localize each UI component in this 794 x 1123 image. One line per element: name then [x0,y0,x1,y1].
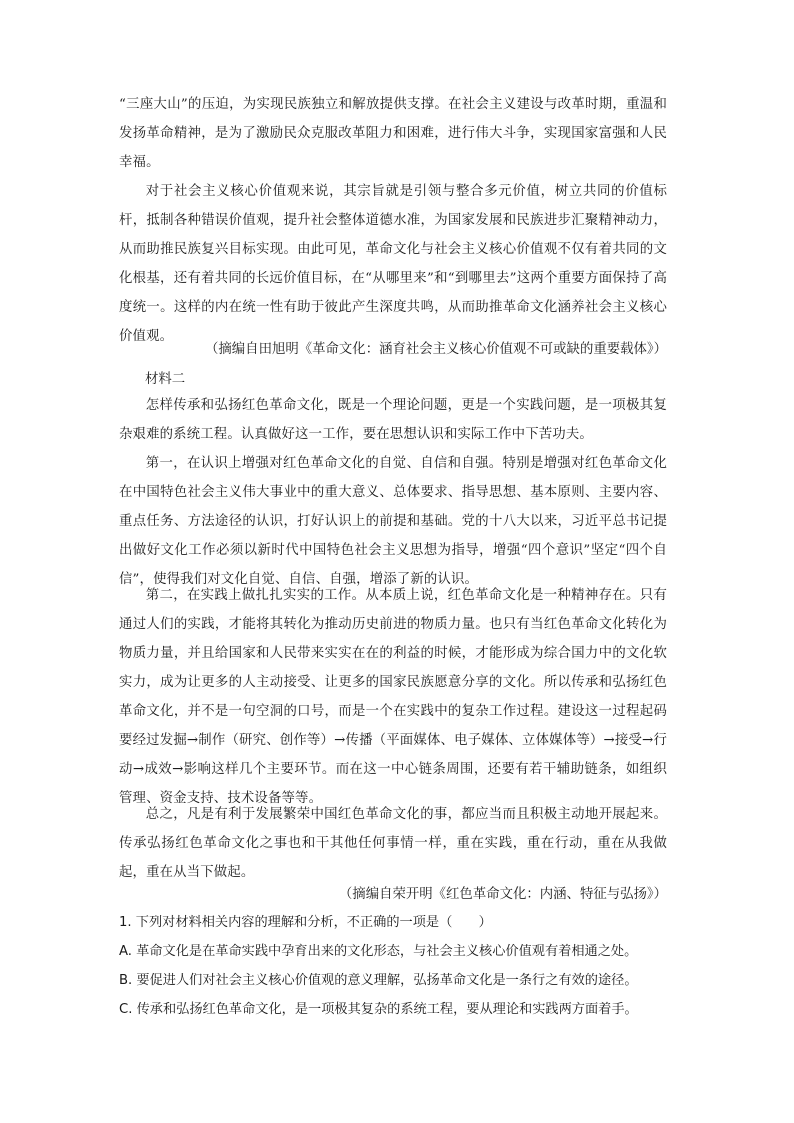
material-two-paragraph-3: 第二，在实践上做扎扎实实的工作。从本质上说，红色革命文化是一种精神存在。只有通过人们的实践，才能将其转化为推动历史前进的物质力量。也只有当红色革命文化转化为物质力量，并且给国家和人民带来实实在在的利益的时候，才能形成为综合国力中的文化软实力，成为让更多的人主动接受、让更多的国家民族愿意分享的文化。所以传承和弘扬红色革命文化，并不是一句空洞的口号，而是一个在实践中的复杂工作过程。建设这一过程起码要经过发掘→制作（研究、创作等）→传播（平面媒体、电子媒体、立体媒体等）→接受→行动→成效→影响这样几个主要环节。而在这一中心链条周围，还要有若干辅助链条，如组织管理、资金支持、技术设备等等。 [119,588,667,806]
material-two-heading: 材料二 [145,372,186,387]
material-two-paragraph-4: 总之，凡是有利于发展繁荣中国红色革命文化的事，都应当而且积极主动地开展起来。传承弘扬红色革命文化之事也和干其他任何事情一样，重在实践，重在行动，重在从我做起，重在从当下做起。 [119,807,667,880]
material-two-paragraph-2: 第一，在认识上增强对红色革命文化的自觉、自信和自强。特别是增强对红色革命文化在中国特色社会主义伟大事业中的重大意义、总体要求、指导思想、基本原则、主要内容、重点任务、方法途径的认识，打好认识上的前提和基础。党的十八大以来，习近平总书记提出做好文化工作必须以新时代中国特色社会主义思想为指导，增强“四个意识”坚定“四个自信”，使得我们对文化自觉、自信、自强，增添了新的认识。 [119,456,667,587]
material-one-paragraph-1: “三座大山”的压迫，为实现民族独立和解放提供支撑。在社会主义建设与改革时期，重温和发扬革命精神，是为了激励民众克服改革阻力和困难，进行伟大斗争，实现国家富强和人民幸福。 [119,97,667,170]
question-1-option-c[interactable]: C. 传承和弘扬红色革命文化，是一项极其复杂的系统工程，要从理论和实践两方面着手。 [119,1002,638,1017]
material-one-source: （摘编自田旭明《革命文化：涵育社会主义核心价值观不可或缺的重要载体》） [205,342,667,357]
material-two-source: （摘编自荣开明《红色革命文化：内涵、特征与弘扬》） [338,887,667,902]
question-1-option-a[interactable]: A. 革命文化是在革命实践中孕育出来的文化形态，与社会主义核心价值观有着相通之处。 [119,944,638,959]
question-1-stem: 1. 下列对材料相关内容的理解和分析，不正确的一项是（ ） [119,915,492,930]
material-two-paragraph-1: 怎样传承和弘扬红色革命文化，既是一个理论问题，更是一个实践问题，是一项极其复杂艰难的系统工程。认真做好这一工作，要在思想认识和实际工作中下苦功夫。 [119,398,667,442]
question-1-option-b[interactable]: B. 要促进人们对社会主义核心价值观的意义理解，弘扬革命文化是一条行之有效的途径。 [119,973,638,988]
material-one-paragraph-2: 对于社会主义核心价值观来说，其宗旨就是引领与整合多元价值，树立共同的价值标杆，抵制各种错误价值观，提升社会整体道德水准，为国家发展和民族进步汇聚精神动力，从而助推民族复兴目标实现。由此可见，革命文化与社会主义核心价值观不仅有着共同的文化根基，还有着共同的长远价值目标，在“从哪里来”和“到哪里去”这两个重要方面保持了高度统一。这样的内在统一性有助于彼此产生深度共鸣，从而助推革命文化涵养社会主义核心价值观。 [119,184,667,344]
